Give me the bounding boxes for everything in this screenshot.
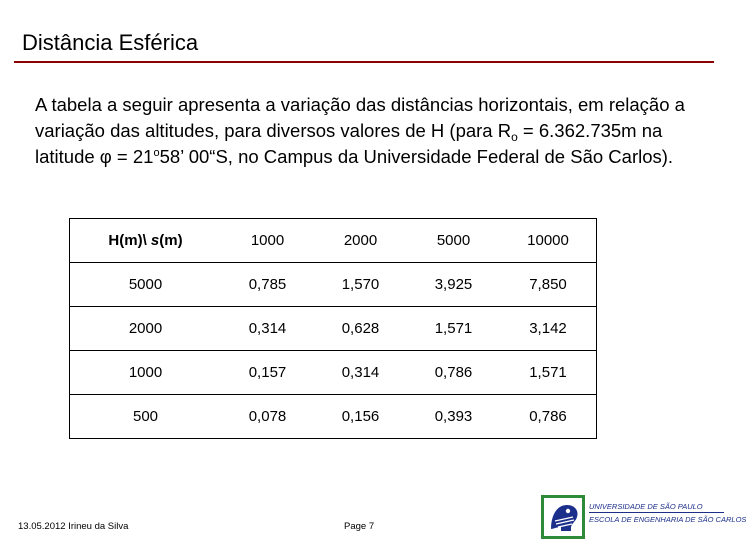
table-cell: 1,571	[407, 307, 500, 351]
header-s-label: s	[150, 232, 160, 249]
header-cell: 10000	[500, 219, 597, 263]
table-row	[70, 395, 597, 439]
header-cell: 5000	[407, 219, 500, 263]
table-cell: 0,785	[221, 263, 314, 307]
paragraph-text-3: 58’ 00“S, no Campus da Universidade Federal de São Carlos).	[159, 146, 674, 167]
table-cell: 3,925	[407, 263, 500, 307]
table-row	[70, 351, 597, 395]
table-cell: 0,393	[407, 395, 500, 439]
table-cell: 0,314	[221, 307, 314, 351]
intro-paragraph	[35, 92, 685, 170]
table-cell: 0,314	[314, 351, 407, 395]
table-header-row	[70, 219, 597, 263]
table-cell: 1,571	[500, 351, 597, 395]
table-cell: 3,142	[500, 307, 597, 351]
header-s-unit: (m)	[159, 232, 183, 249]
table-row	[70, 307, 597, 351]
footer-date-author: 13.05.2012 Irineu da Silva	[18, 521, 129, 532]
header-cell: 2000	[314, 219, 407, 263]
paragraph-text-1: A tabela a seguir apresenta a variação das distâncias horizontais, em relação a variação das altitudes, para diversos valores de H (para R	[35, 94, 685, 141]
logo-line-university: UNIVERSIDADE DE SÃO PAULO	[589, 502, 703, 511]
row-h-cell: 500	[70, 395, 222, 439]
title-divider	[14, 61, 714, 63]
logo-line-school: ESCOLA DE ENGENHARIA DE SÃO CARLOS	[589, 512, 724, 525]
row-h-cell: 1000	[70, 351, 222, 395]
table-row	[70, 263, 597, 307]
row-h-cell: 2000	[70, 307, 222, 351]
table-cell: 0,786	[500, 395, 597, 439]
table-cell: 0,157	[221, 351, 314, 395]
university-logo-text	[589, 501, 746, 525]
university-logo-icon	[541, 495, 585, 539]
header-cell: 1000	[221, 219, 314, 263]
subscript-o: o	[511, 130, 518, 144]
paragraph-text-2: = 6.362.735m na latitude φ = 21	[35, 120, 663, 167]
slide-title: Distância Esférica	[22, 30, 199, 55]
table-cell: 1,570	[314, 263, 407, 307]
superscript-o: o	[153, 147, 160, 159]
footer-page-number: Page 7	[344, 521, 375, 532]
header-h-label: H(m)\	[108, 232, 151, 249]
row-h-cell: 5000	[70, 263, 222, 307]
table-cell: 0,078	[221, 395, 314, 439]
table-cell: 7,850	[500, 263, 597, 307]
table-cell: 0,628	[314, 307, 407, 351]
distance-table	[69, 218, 597, 439]
table-cell: 0,786	[407, 351, 500, 395]
table-cell: 0,156	[314, 395, 407, 439]
header-corner-cell	[70, 219, 222, 263]
